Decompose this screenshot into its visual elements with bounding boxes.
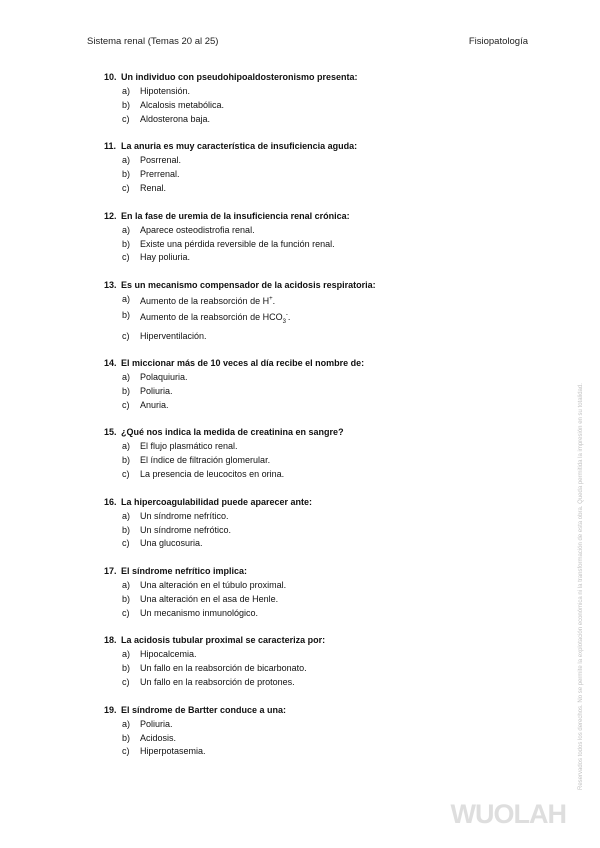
question-item: [104, 209, 524, 266]
question-item: [104, 278, 524, 344]
option-superscript: +: [269, 295, 273, 302]
answer-option: [104, 454, 524, 468]
option-text: [140, 732, 176, 746]
question-title: [104, 70, 524, 84]
option-main-text: Un fallo en la reabsorción de bicarbonato.: [140, 663, 307, 674]
option-main-text: Una glucosuria.: [140, 538, 203, 549]
option-text: [140, 224, 255, 238]
option-list: [104, 85, 524, 127]
option-letter: a): [122, 510, 131, 521]
header-right-title: Fisiopatología: [468, 36, 528, 47]
option-text: [140, 385, 173, 399]
option-letter: c): [122, 183, 130, 194]
option-text: [140, 309, 290, 330]
option-main-text: Una alteración en el túbulo proximal.: [140, 579, 287, 590]
answer-option: [104, 371, 524, 385]
option-main-text: Anuria.: [140, 399, 169, 410]
question-title: [104, 139, 524, 153]
question-text: La anuria es muy característica de insuficiencia aguda:: [121, 141, 358, 152]
page-header: [87, 36, 528, 47]
option-text: [140, 524, 231, 538]
option-main-text: Hipotensión.: [140, 86, 191, 96]
option-text: [140, 676, 295, 690]
option-letter: a): [122, 155, 131, 166]
header-left-title: Sistema renal (Temas 20 al 25): [87, 36, 219, 47]
option-main-text: Polaquiuria.: [140, 372, 188, 383]
option-letter: a): [122, 579, 131, 590]
option-text: [140, 648, 197, 662]
option-superscript: -: [285, 311, 288, 318]
option-main-text: Hay poliuria.: [140, 252, 191, 263]
option-main-text: Poliuria.: [140, 718, 173, 729]
option-text: [140, 293, 275, 309]
question-item: [104, 564, 524, 621]
answer-option: [104, 385, 524, 399]
question-title: [104, 209, 524, 223]
answer-option: [104, 440, 524, 454]
option-letter: a): [122, 293, 131, 304]
answer-option: [104, 732, 524, 746]
option-main-text: Hiperpotasemia.: [140, 746, 206, 757]
option-text: [140, 607, 258, 621]
question-list: [104, 70, 524, 772]
answer-option: [104, 330, 524, 344]
option-text: [140, 251, 190, 265]
question-title: [104, 356, 524, 370]
option-text: [140, 468, 284, 482]
wuolah-logo: WUOLAH: [450, 799, 566, 829]
question-title: [104, 425, 524, 439]
option-text: [140, 154, 181, 168]
option-main-text: Alcalosis metabólica.: [140, 99, 225, 110]
question-number: 11.: [104, 141, 117, 152]
question-item: [104, 356, 524, 413]
answer-option: [104, 510, 524, 524]
option-letter: b): [122, 169, 131, 180]
option-text: [140, 745, 206, 759]
option-text: [140, 168, 180, 182]
question-item: [104, 633, 524, 690]
option-main-text: Poliuria.: [140, 385, 173, 396]
question-item: [104, 425, 524, 482]
option-letter: a): [122, 441, 131, 452]
option-main-text: Aparece osteodistrofia renal.: [140, 224, 255, 235]
answer-option: [104, 607, 524, 621]
option-text: [140, 579, 286, 593]
option-letter: c): [122, 113, 130, 124]
answer-option: [104, 524, 524, 538]
answer-option: [104, 537, 524, 551]
option-trailing-text: .: [272, 295, 276, 306]
option-main-text: Un mecanismo inmunológico.: [140, 607, 259, 618]
answer-option: [104, 168, 524, 182]
option-main-text: Un síndrome nefrótico.: [140, 524, 232, 535]
option-letter: b): [122, 524, 131, 535]
answer-option: [104, 293, 524, 309]
option-main-text: Posrrenal.: [140, 155, 182, 166]
option-letter: c): [122, 399, 130, 410]
option-text: [140, 371, 188, 385]
option-text: [140, 510, 229, 524]
option-letter: a): [122, 86, 131, 96]
question-title: [104, 633, 524, 647]
question-text: El síndrome de Bartter conduce a una:: [121, 704, 287, 715]
option-main-text: Aldosterona baja.: [140, 113, 211, 124]
option-letter: b): [122, 99, 131, 110]
option-text: [140, 99, 224, 113]
question-item: [104, 495, 524, 552]
answer-option: [104, 593, 524, 607]
option-main-text: La presencia de leucocitos en orina.: [140, 469, 285, 480]
option-letter: c): [122, 746, 130, 757]
option-main-text: El flujo plasmático renal.: [140, 441, 238, 452]
question-item: [104, 703, 524, 760]
option-subscript: 3: [282, 318, 286, 325]
option-text: [140, 330, 207, 344]
option-letter: c): [122, 677, 130, 688]
option-text: [140, 593, 278, 607]
option-list: [104, 648, 524, 690]
option-list: [104, 371, 524, 413]
option-letter: b): [122, 309, 131, 320]
answer-option: [104, 662, 524, 676]
option-text: [140, 718, 173, 732]
answer-option: [104, 399, 524, 413]
question-number: 18.: [104, 635, 117, 646]
option-main-text: Hiperventilación.: [140, 330, 207, 341]
option-text: [140, 454, 270, 468]
option-letter: c): [122, 252, 130, 263]
option-letter: b): [122, 593, 131, 604]
option-text: [140, 399, 169, 413]
question-text: ¿Qué nos indica la medida de creatinina en sangre?: [121, 427, 344, 438]
question-text: En la fase de uremia de la insuficiencia renal crónica:: [121, 210, 350, 221]
option-main-text: Aumento de la reabsorción de HCO: [140, 311, 283, 322]
option-letter: b): [122, 732, 131, 743]
option-main-text: Existe una pérdida reversible de la función renal.: [140, 238, 335, 249]
answer-option: [104, 745, 524, 759]
answer-option: [104, 309, 524, 330]
option-letter: b): [122, 238, 131, 249]
question-number: 14.: [104, 358, 117, 369]
question-number: 10.: [104, 72, 117, 82]
question-text: El síndrome nefrítico implica:: [121, 565, 248, 576]
option-letter: a): [122, 649, 131, 660]
question-text: El miccionar más de 10 veces al día recibe el nombre de:: [121, 358, 365, 369]
option-main-text: Un fallo en la reabsorción de protones.: [140, 677, 295, 688]
option-trailing-text: .: [287, 311, 291, 322]
question-number: 13.: [104, 279, 117, 290]
question-number: 16.: [104, 496, 117, 507]
option-main-text: Renal.: [140, 183, 167, 194]
option-list: [104, 293, 524, 344]
option-main-text: Hipocalcemia.: [140, 649, 197, 660]
answer-option: [104, 182, 524, 196]
option-main-text: Un síndrome nefrítico.: [140, 510, 229, 521]
question-title: [104, 703, 524, 717]
answer-option: [104, 468, 524, 482]
question-title: [104, 564, 524, 578]
option-letter: c): [122, 607, 130, 618]
answer-option: [104, 648, 524, 662]
option-text: [140, 85, 190, 99]
question-text: Un individuo con pseudohipoaldosteronismo presenta:: [121, 72, 358, 82]
answer-option: [104, 154, 524, 168]
question-number: 15.: [104, 427, 117, 438]
question-text: La acidosis tubular proximal se caracteriza por:: [121, 635, 326, 646]
question-title: [104, 495, 524, 509]
question-title: [104, 278, 524, 292]
question-text: La hipercoagulabilidad puede aparecer ante:: [121, 496, 313, 507]
answer-option: [104, 579, 524, 593]
option-letter: c): [122, 538, 130, 549]
option-list: [104, 510, 524, 552]
option-text: [140, 662, 307, 676]
option-list: [104, 154, 524, 196]
option-list: [104, 224, 524, 266]
question-item: [104, 70, 524, 127]
question-item: [104, 139, 524, 196]
option-letter: a): [122, 372, 131, 383]
question-text: Es un mecanismo compensador de la acidosis respiratoria:: [121, 279, 376, 290]
answer-option: [104, 251, 524, 265]
option-letter: b): [122, 663, 131, 674]
question-number: 12.: [104, 210, 117, 221]
option-text: [140, 113, 210, 127]
answer-option: [104, 676, 524, 690]
option-list: [104, 579, 524, 621]
answer-option: [104, 99, 524, 113]
option-text: [140, 182, 166, 196]
answer-option: [104, 113, 524, 127]
copyright-notice: Reservados todos los derechos. No se permite la explotación económica ni la transformación de esta obra. Queda permitida la impresión en su totalidad.: [578, 383, 584, 790]
option-text: [140, 238, 335, 252]
question-number: 17.: [104, 565, 117, 576]
answer-option: [104, 224, 524, 238]
option-text: [140, 440, 238, 454]
option-letter: c): [122, 330, 130, 341]
option-letter: a): [122, 718, 131, 729]
option-main-text: Una alteración en el asa de Henle.: [140, 593, 279, 604]
option-main-text: Aumento de la reabsorción de H: [140, 295, 270, 306]
option-letter: b): [122, 385, 131, 396]
option-text: [140, 537, 203, 551]
option-list: [104, 718, 524, 760]
answer-option: [104, 238, 524, 252]
option-letter: b): [122, 455, 131, 466]
option-letter: a): [122, 224, 131, 235]
option-letter: c): [122, 469, 130, 480]
option-main-text: Prerrenal.: [140, 169, 180, 180]
option-list: [104, 440, 524, 482]
question-number: 19.: [104, 704, 117, 715]
option-main-text: Acidosis.: [140, 732, 177, 743]
answer-option: [104, 718, 524, 732]
option-main-text: El índice de filtración glomerular.: [140, 455, 271, 466]
answer-option: [104, 85, 524, 99]
